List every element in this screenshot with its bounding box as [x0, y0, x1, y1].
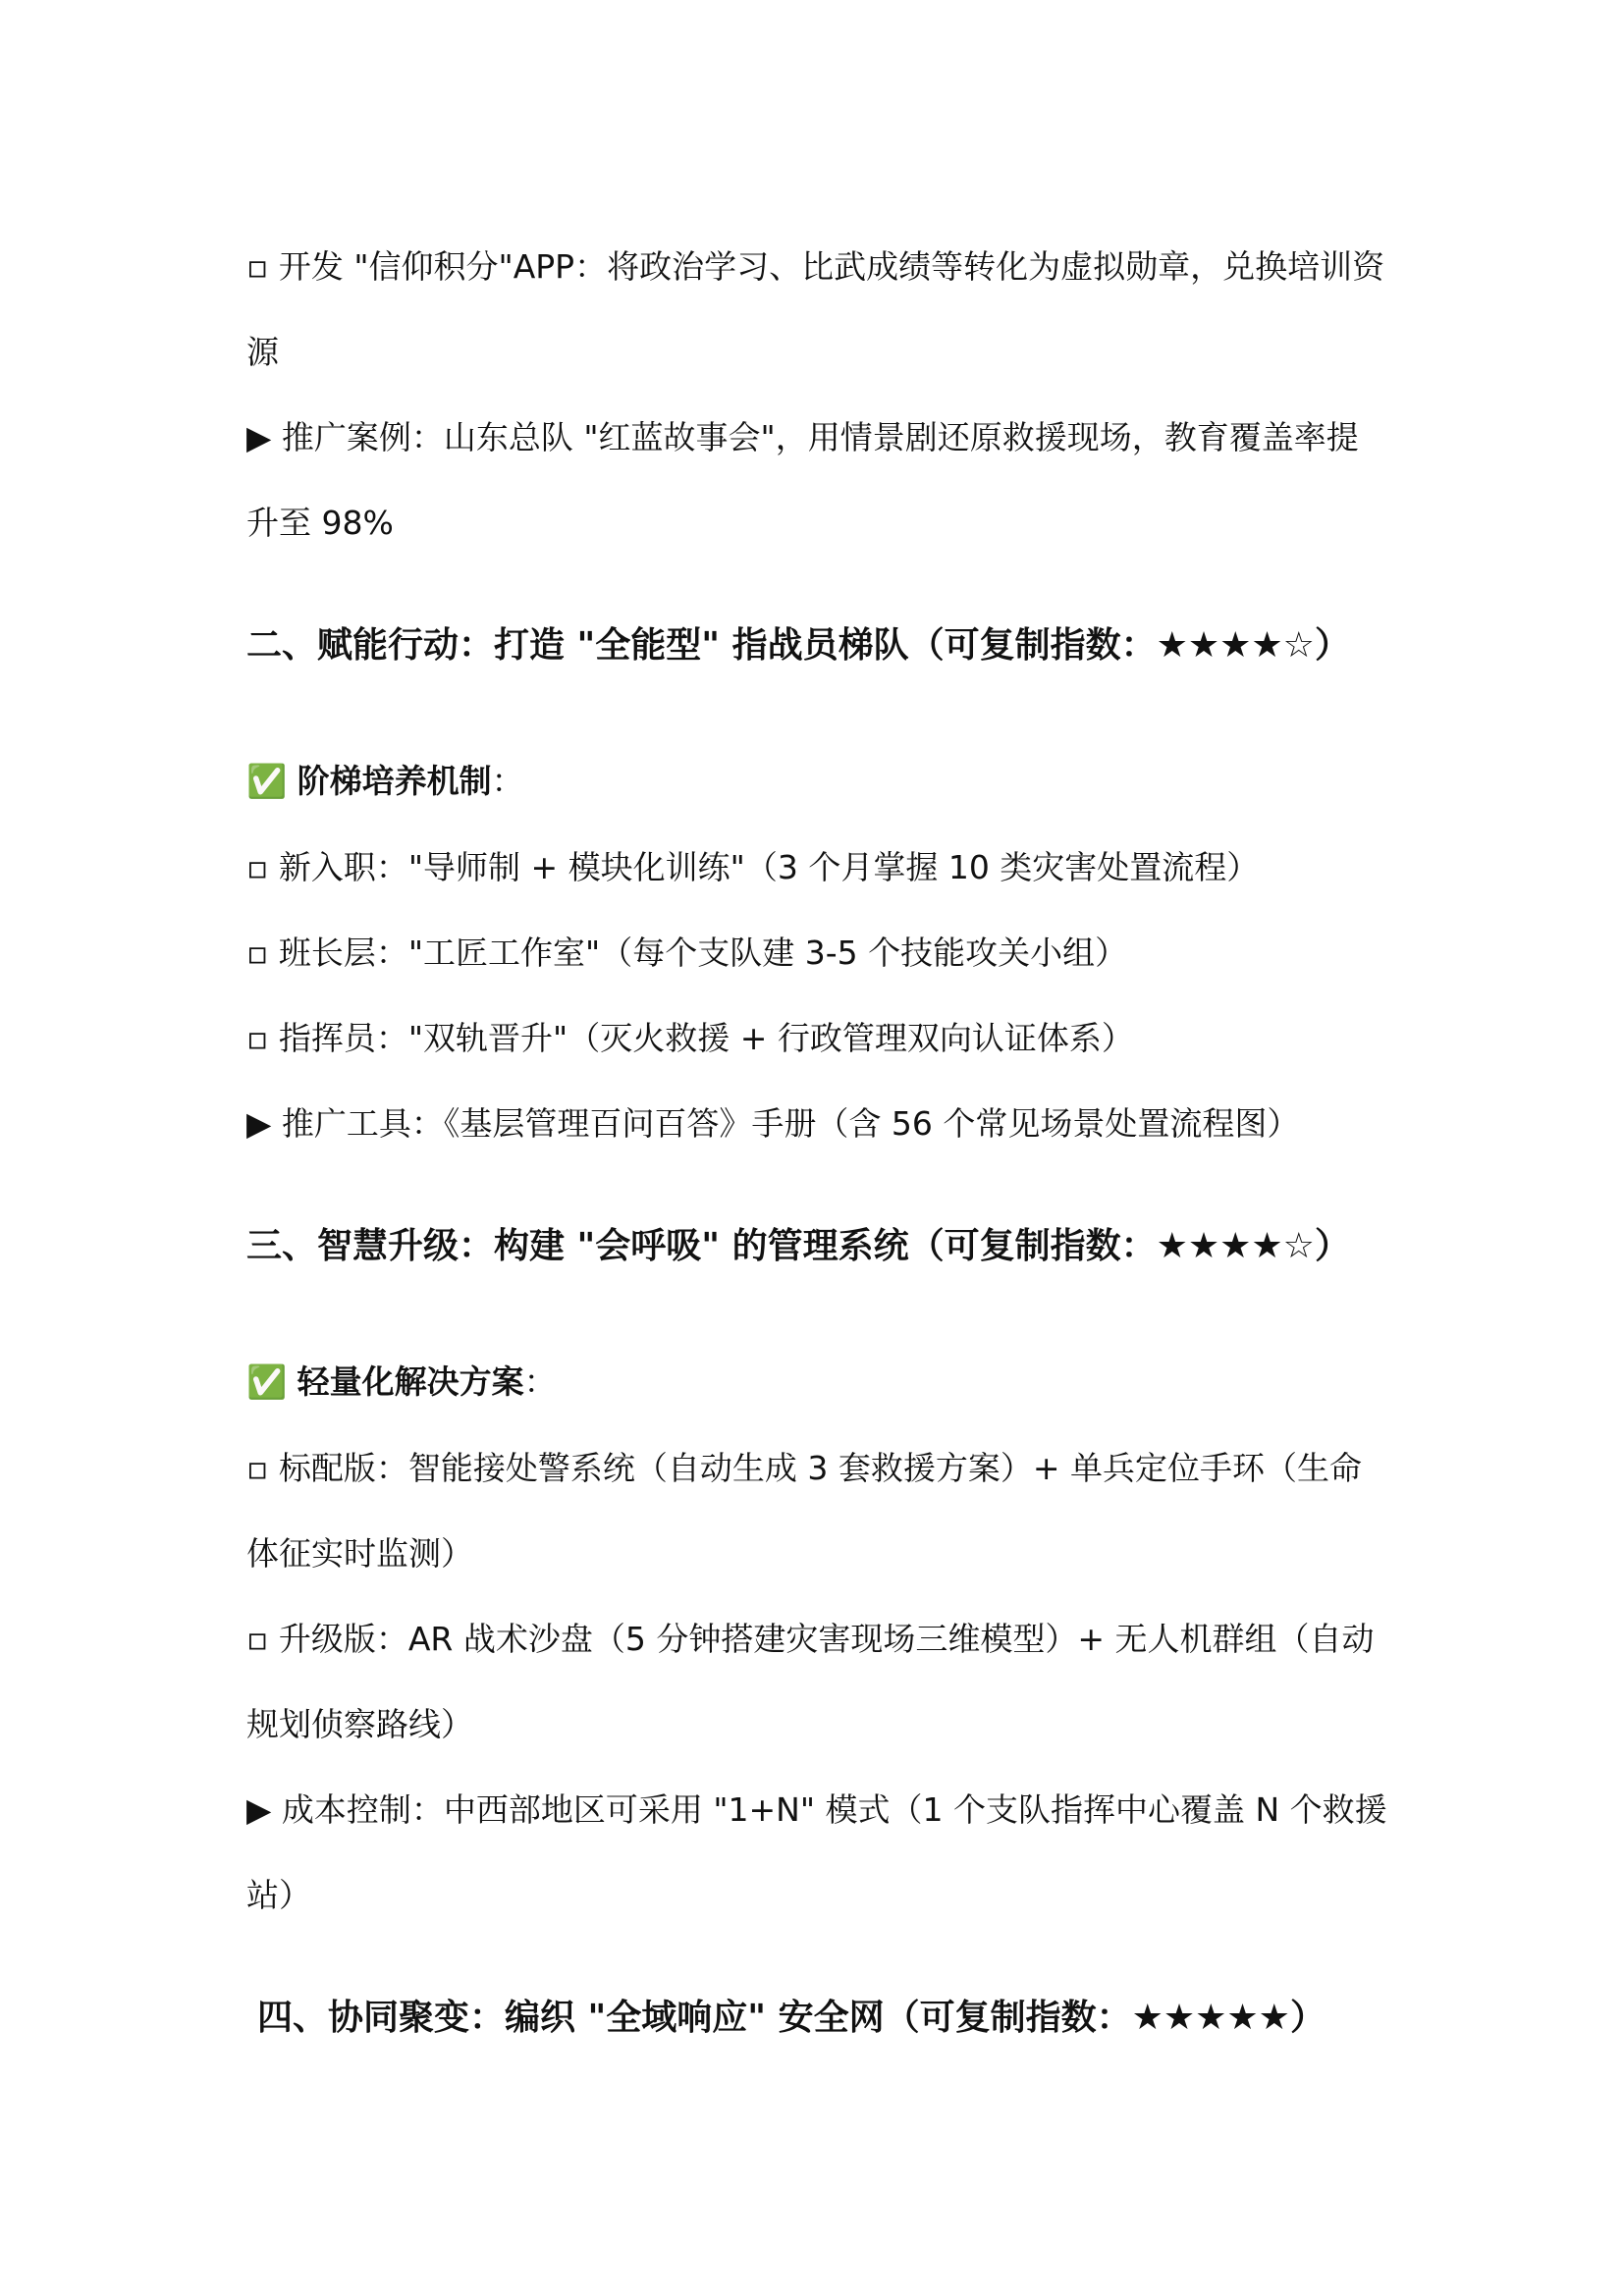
section-3-subheading — [246, 1361, 557, 1404]
upgrade-edition-line-1: ▫ 升级版：AR 战术沙盘（5 分钟搭建灾害现场三维模型）+ 无人机群组（自动 — [246, 1620, 1375, 1658]
app-item-line-1: ▫ 开发 "信仰积分"APP：将政治学习、比武成绩等转化为虚拟勋章，兑换培训资 — [246, 247, 1385, 286]
promo-case-line-2: 升至 98% — [246, 504, 394, 542]
app-item-line-2: 源 — [246, 333, 279, 371]
check-icon: ✅ — [246, 1362, 288, 1401]
standard-edition-line-1: ▫ 标配版：智能接处警系统（自动生成 3 套救援方案）+ 单兵定位手环（生命 — [246, 1449, 1362, 1487]
upgrade-edition-line-2: 规划侦察路线） — [246, 1705, 473, 1743]
section-2-heading: 二、赋能行动：打造 "全能型" 指战员梯队（可复制指数：★★★★☆） — [246, 625, 1350, 666]
list-item-new-recruit: ▫ 新入职："导师制 + 模块化训练"（3 个月掌握 10 类灾害处置流程） — [246, 848, 1260, 886]
section-3-sub-label: 轻量化解决方案 — [297, 1362, 524, 1401]
cost-control-line-2: 站） — [246, 1876, 311, 1914]
promo-tool-line: ▶ 推广工具：《基层管理百问百答》手册（含 56 个常见场景处置流程图） — [246, 1104, 1300, 1143]
standard-edition-line-2: 体征实时监测） — [246, 1534, 473, 1573]
sub-label-colon: ： — [523, 1362, 557, 1401]
promo-case-line-1: ▶ 推广案例：山东总队 "红蓝故事会"，用情景剧还原救援现场，教育覆盖率提 — [246, 418, 1359, 456]
cost-control-line-1: ▶ 成本控制：中西部地区可采用 "1+N" 模式（1 个支队指挥中心覆盖 N 个救援 — [246, 1790, 1387, 1829]
section-2-subheading — [246, 760, 524, 803]
section-2-sub-label: 阶梯培养机制 — [297, 762, 492, 800]
check-icon: ✅ — [246, 762, 288, 800]
list-item-commander: ▫ 指挥员："双轨晋升"（灭火救援 + 行政管理双向认证体系） — [246, 1019, 1134, 1057]
section-4-heading: 四、协同聚变：编织 "全域响应" 安全网（可复制指数：★★★★★） — [257, 1998, 1325, 2038]
list-item-squad-leader: ▫ 班长层："工匠工作室"（每个支队建 3-5 个技能攻关小组） — [246, 934, 1128, 972]
section-3-heading: 三、智慧升级：构建 "会呼吸" 的管理系统（可复制指数：★★★★☆） — [246, 1226, 1350, 1266]
sub-label-colon: ： — [491, 762, 524, 800]
